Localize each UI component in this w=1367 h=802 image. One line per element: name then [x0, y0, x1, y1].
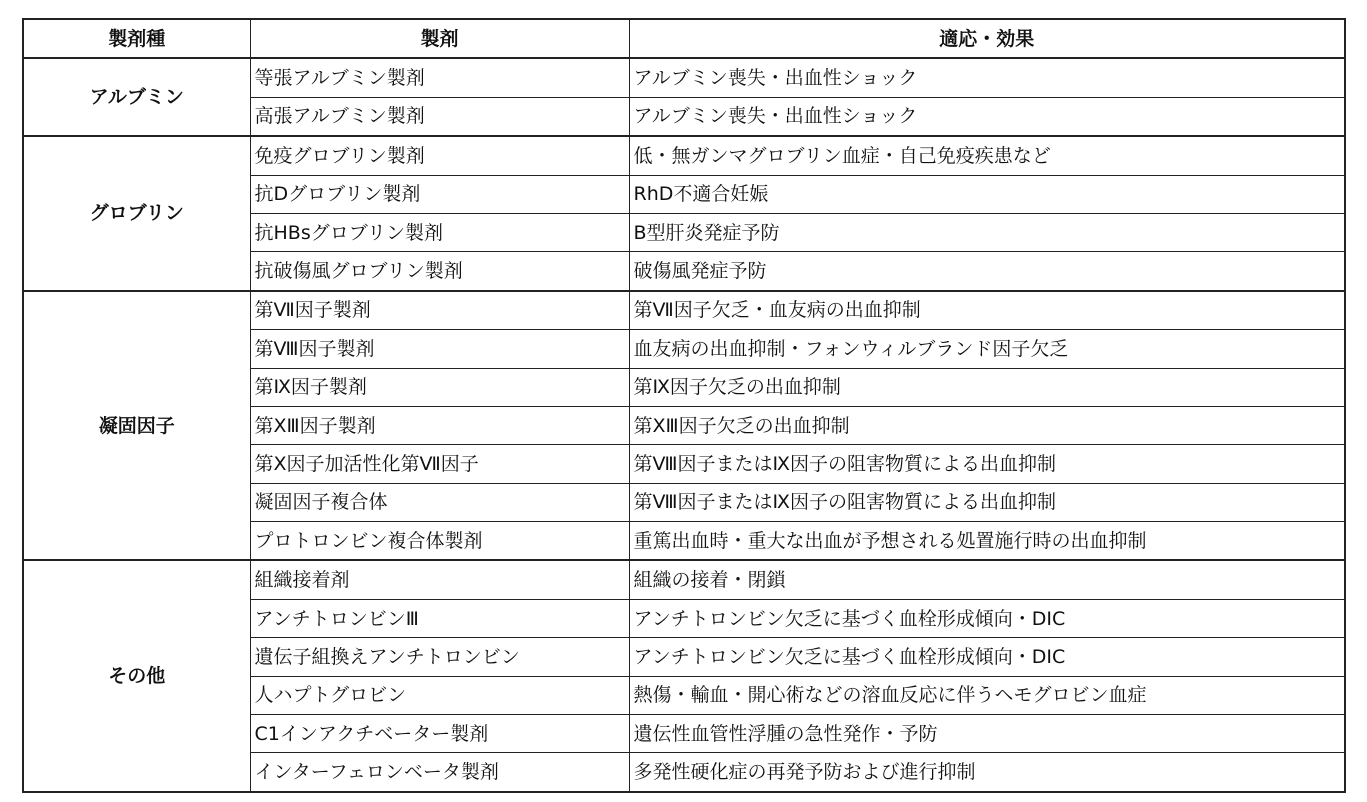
preparation-cell: 遺伝子組換えアンチトロンビン	[250, 638, 629, 676]
indication-cell: アンチトロンビン欠乏に基づく血栓形成傾向・DIC	[629, 599, 1345, 637]
preparation-cell: C1インアクチベーター製剤	[250, 715, 629, 753]
category-cell: 凝固因子	[23, 291, 250, 561]
preparation-cell: 高張アルブミン製剤	[250, 97, 629, 136]
table-row	[23, 291, 1345, 330]
indication-cell: 第Ⅷ因子またはⅨ因子の阻害物質による出血抑制	[629, 483, 1345, 521]
table-row	[23, 136, 1345, 175]
preparations-table	[22, 18, 1346, 793]
category-cell: その他	[23, 560, 250, 791]
category-cell: グロブリン	[23, 136, 250, 291]
preparation-cell: 第Ⅷ因子製剤	[250, 330, 629, 368]
preparation-cell: 抗Dグロブリン製剤	[250, 175, 629, 213]
indication-cell: B型肝炎発症予防	[629, 213, 1345, 251]
indication-cell: 重篤出血時・重大な出血が予想される処置施行時の出血抑制	[629, 522, 1345, 561]
table-row	[23, 58, 1345, 97]
preparation-cell: 第Ⅸ因子製剤	[250, 368, 629, 406]
preparation-cell: アンチトロンビンⅢ	[250, 599, 629, 637]
indication-cell: 破傷風発症予防	[629, 252, 1345, 291]
indication-cell: 組織の接着・閉鎖	[629, 560, 1345, 599]
preparation-cell: 第Ⅶ因子製剤	[250, 291, 629, 330]
table-row	[23, 560, 1345, 599]
indication-cell: RhD不適合妊娠	[629, 175, 1345, 213]
preparation-cell: 抗破傷風グロブリン製剤	[250, 252, 629, 291]
indication-cell: 第Ⅷ因子またはⅨ因子の阻害物質による出血抑制	[629, 445, 1345, 483]
indication-cell: 第Ⅶ因子欠乏・血友病の出血抑制	[629, 291, 1345, 330]
indication-cell: 第ⅩⅢ因子欠乏の出血抑制	[629, 406, 1345, 444]
indication-cell: アルブミン喪失・出血性ショック	[629, 58, 1345, 97]
indication-cell: 低・無ガンマグロブリン血症・自己免疫疾患など	[629, 136, 1345, 175]
preparation-cell: インターフェロンベータ製剤	[250, 753, 629, 792]
header-category: 製剤種	[23, 19, 250, 58]
indication-cell: 遺伝性血管性浮腫の急性発作・予防	[629, 715, 1345, 753]
preparation-cell: 抗HBsグロブリン製剤	[250, 213, 629, 251]
preparation-cell: 第ⅩⅢ因子製剤	[250, 406, 629, 444]
preparation-cell: 凝固因子複合体	[250, 483, 629, 521]
header-preparation: 製剤	[250, 19, 629, 58]
indication-cell: 血友病の出血抑制・フォンウィルブランド因子欠乏	[629, 330, 1345, 368]
indication-cell: 多発性硬化症の再発予防および進行抑制	[629, 753, 1345, 792]
preparation-cell: 第Ⅹ因子加活性化第Ⅶ因子	[250, 445, 629, 483]
preparation-cell: 人ハプトグロビン	[250, 676, 629, 714]
indication-cell: アルブミン喪失・出血性ショック	[629, 97, 1345, 136]
category-cell: アルブミン	[23, 58, 250, 136]
indication-cell: 熱傷・輸血・開心術などの溶血反応に伴うヘモグロビン血症	[629, 676, 1345, 714]
preparation-cell: 免疫グロブリン製剤	[250, 136, 629, 175]
preparation-cell: 組織接着剤	[250, 560, 629, 599]
header-row	[23, 19, 1345, 58]
header-indication: 適応・効果	[629, 19, 1345, 58]
indication-cell: アンチトロンビン欠乏に基づく血栓形成傾向・DIC	[629, 638, 1345, 676]
preparation-cell: プロトロンビン複合体製剤	[250, 522, 629, 561]
table-body	[23, 58, 1345, 791]
preparation-cell: 等張アルブミン製剤	[250, 58, 629, 97]
indication-cell: 第Ⅸ因子欠乏の出血抑制	[629, 368, 1345, 406]
